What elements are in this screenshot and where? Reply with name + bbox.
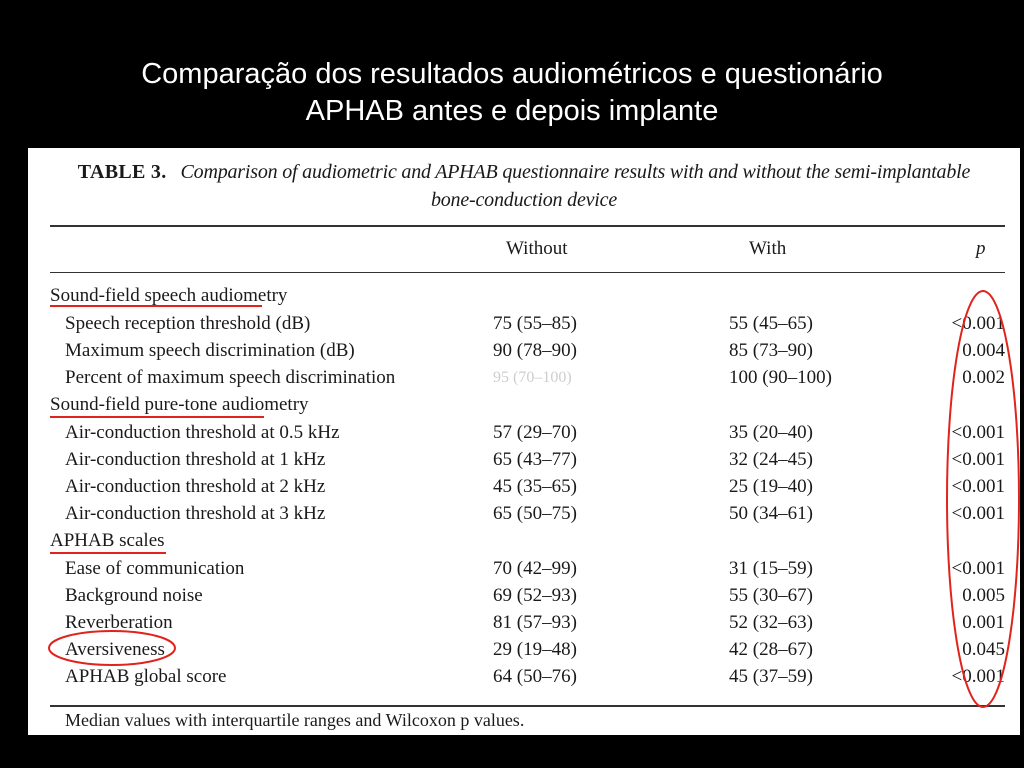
table-caption-line-1: Comparison of audiometric and APHAB questionnaire results with and without the semi-implantable bbox=[180, 161, 971, 183]
cell-p: <0.001 bbox=[951, 558, 1005, 579]
table-footnote: Median values with interquartile ranges and Wilcoxon p values. bbox=[65, 710, 525, 730]
table-row bbox=[28, 636, 1020, 663]
cell-without: 81 (57–93) bbox=[493, 612, 577, 633]
table-caption bbox=[28, 158, 1020, 214]
cell-with: 45 (37–59) bbox=[729, 666, 813, 687]
cell-with: 32 (24–45) bbox=[729, 449, 813, 470]
cell-label: Reverberation bbox=[65, 612, 173, 633]
cell-with: 100 (90–100) bbox=[729, 367, 832, 388]
cell-label: Speech reception threshold (dB) bbox=[65, 313, 311, 334]
cell-p: <0.001 bbox=[951, 666, 1005, 687]
table-row bbox=[28, 500, 1020, 527]
cell-without: 69 (52–93) bbox=[493, 585, 577, 606]
cell-with: 25 (19–40) bbox=[729, 476, 813, 497]
table-row bbox=[28, 364, 1020, 391]
column-header-with: With bbox=[749, 238, 787, 259]
cell-without: 75 (55–85) bbox=[493, 313, 577, 334]
cell-without: 65 (50–75) bbox=[493, 503, 577, 524]
cell-label: Percent of maximum speech discrimination bbox=[65, 367, 396, 388]
slide-title-line-1: Comparação dos resultados audiométricos e questionário bbox=[141, 58, 883, 90]
cell-label: Air-conduction threshold at 1 kHz bbox=[65, 449, 326, 470]
cell-label: Air-conduction threshold at 3 kHz bbox=[65, 503, 326, 524]
table-row bbox=[28, 473, 1020, 500]
cell-p: <0.001 bbox=[951, 422, 1005, 443]
cell-label: Ease of communication bbox=[65, 558, 245, 579]
table-row bbox=[28, 663, 1020, 690]
cell-without: 29 (19–48) bbox=[493, 639, 577, 660]
cell-p: 0.001 bbox=[962, 612, 1005, 633]
cell-label: Air-conduction threshold at 0.5 kHz bbox=[65, 422, 340, 443]
table-bottom-rule bbox=[50, 705, 1005, 707]
cell-p: <0.001 bbox=[951, 476, 1005, 497]
cell-p: 0.004 bbox=[962, 340, 1005, 361]
table-row bbox=[28, 446, 1020, 473]
cell-with: 52 (32–63) bbox=[729, 612, 813, 633]
cell-p: <0.001 bbox=[951, 503, 1005, 524]
column-header-p: p bbox=[976, 238, 986, 259]
cell-p: <0.001 bbox=[951, 313, 1005, 334]
cell-p: <0.001 bbox=[951, 449, 1005, 470]
cell-with: 50 (34–61) bbox=[729, 503, 813, 524]
slide-title-line-2: APHAB antes e depois implante bbox=[305, 95, 719, 127]
cell-without: 65 (43–77) bbox=[493, 449, 577, 470]
cell-p: 0.005 bbox=[962, 585, 1005, 606]
cell-label: APHAB global score bbox=[65, 666, 227, 687]
cell-without: 90 (78–90) bbox=[493, 340, 577, 361]
table-row bbox=[28, 337, 1020, 364]
cell-label: Aversiveness bbox=[65, 639, 165, 660]
table-image bbox=[28, 148, 1020, 735]
slide-title bbox=[0, 56, 1024, 130]
table-row bbox=[28, 555, 1020, 582]
cell-without: 95 (70–100) bbox=[493, 369, 572, 386]
section-label: Sound-field pure-tone audiometry bbox=[50, 394, 309, 415]
table-number: TABLE 3. bbox=[77, 161, 167, 183]
table-header-rule bbox=[50, 272, 1005, 273]
cell-label: Background noise bbox=[65, 585, 203, 606]
table-caption-line-2: bone-conduction device bbox=[430, 189, 618, 211]
table-top-rule bbox=[50, 225, 1005, 227]
table-row bbox=[28, 419, 1020, 446]
column-header-without: Without bbox=[506, 238, 568, 259]
table-row bbox=[28, 582, 1020, 609]
cell-label: Air-conduction threshold at 2 kHz bbox=[65, 476, 326, 497]
cell-with: 42 (28–67) bbox=[729, 639, 813, 660]
section-label: APHAB scales bbox=[50, 530, 165, 551]
cell-p: 0.002 bbox=[962, 367, 1005, 388]
section-label: Sound-field speech audiometry bbox=[50, 285, 288, 306]
cell-with: 35 (20–40) bbox=[729, 422, 813, 443]
table-row bbox=[28, 609, 1020, 636]
cell-without: 64 (50–76) bbox=[493, 666, 577, 687]
cell-with: 55 (30–67) bbox=[729, 585, 813, 606]
cell-without: 45 (35–65) bbox=[493, 476, 577, 497]
cell-p: 0.045 bbox=[962, 639, 1005, 660]
cell-without: 70 (42–99) bbox=[493, 558, 577, 579]
cell-with: 85 (73–90) bbox=[729, 340, 813, 361]
cell-label: Maximum speech discrimination (dB) bbox=[65, 340, 355, 361]
cell-with: 55 (45–65) bbox=[729, 313, 813, 334]
table-row bbox=[28, 310, 1020, 337]
cell-without: 57 (29–70) bbox=[493, 422, 577, 443]
cell-with: 31 (15–59) bbox=[729, 558, 813, 579]
